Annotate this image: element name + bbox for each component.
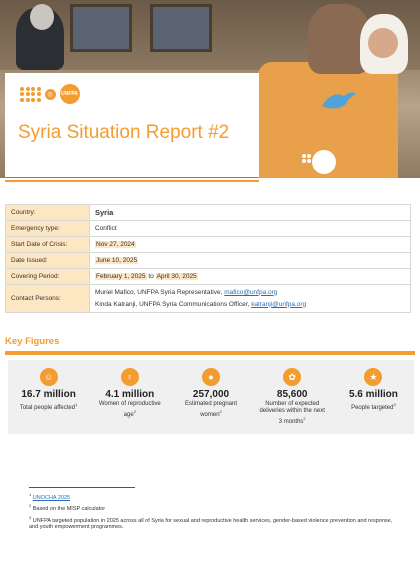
table-row — [6, 285, 411, 313]
unfpa-logo-text: UNFPA — [60, 84, 80, 104]
footnote-ref: 3 — [393, 402, 396, 407]
table-row — [6, 269, 411, 285]
title-divider — [5, 180, 259, 182]
unfpa-logo — [20, 84, 80, 104]
footnote-divider — [29, 487, 135, 488]
row-value: Conflict — [90, 221, 411, 237]
pregnant-woman-icon: ● — [202, 368, 220, 386]
figure-label: Number of expected deliveries within the next 3 months — [259, 401, 325, 425]
table-row — [6, 237, 411, 253]
women-icon: ♀ — [121, 368, 139, 386]
figure-label: Total people affected — [19, 405, 76, 411]
unfpa-vest-logo — [296, 138, 338, 178]
group-icon: ★ — [364, 368, 382, 386]
row-key: Contact Persons: — [6, 285, 90, 313]
person-head — [30, 4, 54, 30]
key-figures-panel — [8, 360, 414, 434]
figure-label: People targeted — [351, 405, 394, 411]
figure-label: Women of reproductive age — [98, 401, 161, 418]
key-figure — [252, 360, 333, 434]
footnote-number: 1 — [29, 492, 32, 497]
contact-text: Kinda Katranji, UNFPA Syria Communications Officer, — [95, 300, 252, 308]
footnote-ref: 1 — [75, 402, 78, 407]
row-key: Country: — [6, 205, 90, 221]
figure-value: 16.7 million — [21, 389, 76, 400]
key-figure — [89, 360, 170, 434]
figure-label: Estimated pregnant women — [184, 401, 238, 418]
contact-line — [95, 287, 405, 299]
email-link[interactable]: katranji@unfpa.org — [251, 300, 307, 308]
figure-value: 5.6 million — [348, 389, 398, 400]
key-figure — [170, 360, 251, 434]
contact-text: Muriel Mafico, UNFPA Syria Representative, — [95, 288, 225, 296]
footnote-ref: 2 — [303, 416, 306, 421]
key-figure — [8, 360, 89, 434]
period-separator: to — [146, 273, 156, 280]
row-key: Emergency type: — [6, 221, 90, 237]
figure-value: 85,600 — [276, 389, 308, 400]
person-face — [368, 28, 398, 58]
info-table — [5, 204, 411, 313]
un-emblem-icon: ◎ — [45, 89, 56, 100]
figure-value: 4.1 million — [105, 389, 155, 400]
section-title: Key Figures — [5, 336, 60, 347]
key-figure — [333, 360, 414, 434]
dove-icon — [318, 86, 358, 116]
window — [70, 4, 132, 52]
footnotes — [29, 491, 399, 532]
footnote — [29, 491, 399, 502]
dots-logo-icon — [20, 87, 41, 102]
email-link[interactable]: mafico@unfpa.org — [224, 288, 278, 296]
table-row — [6, 253, 411, 269]
window — [150, 4, 212, 52]
row-value: June 10, 2025 — [96, 257, 138, 264]
page-title: Syria Situation Report #2 — [18, 122, 230, 143]
table-row — [6, 205, 411, 221]
footnote — [29, 514, 399, 532]
row-value: Nov 27, 2024 — [96, 241, 135, 248]
row-value: Syria — [90, 205, 411, 221]
section-divider — [5, 351, 415, 355]
figure-value: 257,000 — [192, 389, 230, 400]
baby-icon: ✿ — [283, 368, 301, 386]
period-end: April 30, 2025 — [156, 273, 197, 280]
footnote-ref: 2 — [219, 409, 222, 414]
footnote-number: 2 — [29, 503, 32, 509]
period-start: February 1, 2025 — [96, 273, 146, 280]
footnote — [29, 502, 399, 513]
footnote-text: Based on the MISP calculator — [32, 506, 106, 513]
footnote-ref: 2 — [133, 409, 136, 414]
footnote-number: 3 — [29, 514, 32, 520]
row-key: Covering Period: — [6, 269, 90, 285]
people-icon: ☺ — [40, 368, 58, 386]
table-row — [6, 221, 411, 237]
contact-line — [95, 299, 405, 311]
footnote-link[interactable]: UNOCHA 2025 — [32, 494, 71, 501]
footnote-text: UNFPA targeted population in 2025 across all of Syria for sexual and reproductive health services, gender-based violence prevention and response, and youth empowerment programmes. — [29, 517, 393, 531]
row-key: Date Issued: — [6, 253, 90, 269]
row-key: Start Date of Crisis: — [6, 237, 90, 253]
